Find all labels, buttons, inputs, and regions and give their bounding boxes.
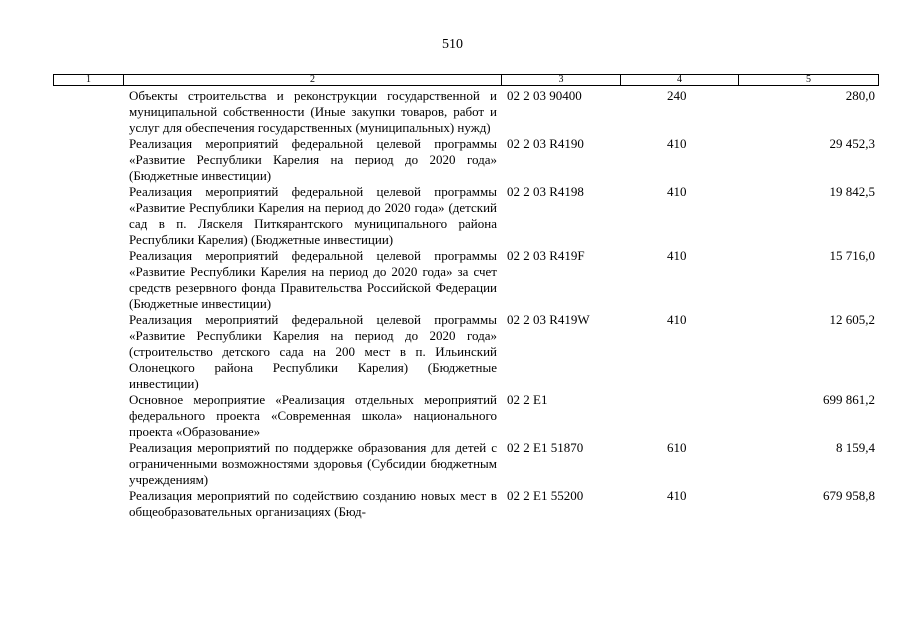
row-description: Реализация мероприятий федеральной целевой программы «Развитие Республики Карелия на период до 2020 года» (строительство детского сада на 200 мест в п. Ильинский Олонецкого района Республики Карелия) (Бюджетные инвестиции) [129,312,497,391]
row-amount: 679 958,8 [823,488,875,503]
row-amount: 699 861,2 [823,392,875,407]
row-amount: 19 842,5 [829,184,875,199]
row-code: 02 2 03 R4198 [507,184,584,199]
row-code: 02 2 03 R419W [507,312,590,327]
column-header-4: 4 [677,74,682,85]
row-code: 02 2 03 R419F [507,248,585,263]
row-amount: 15 716,0 [829,248,875,263]
row-expense-type: 240 [667,88,687,103]
table-row [0,248,905,312]
row-expense-type: 410 [667,488,687,503]
table-body [0,88,905,520]
column-header-1: 1 [86,74,91,85]
row-expense-type: 610 [667,440,687,455]
row-code: 02 2 E1 55200 [507,488,584,503]
row-code: 02 2 03 90400 [507,88,582,103]
row-expense-type: 410 [667,136,687,151]
row-description: Объекты строительства и реконструкции государственной и муниципальной собственности (Иные закупки товаров, работ и услуг для обеспечения государственных (муниципальных) нужд) [129,88,497,135]
row-code: 02 2 E1 51870 [507,440,584,455]
table-row [0,392,905,440]
table-row [0,184,905,248]
table-row [0,312,905,392]
column-header-5: 5 [806,74,811,85]
table-row [0,488,905,520]
row-description: Реализация мероприятий федеральной целевой программы «Развитие Республики Карелия на период до 2020 года» (детский сад в п. Ляскеля Питкярантского муниципального района Республики Карелия) (Бюджетные инвестиции) [129,184,497,247]
row-description: Основное мероприятие «Реализация отдельных мероприятий федерального проекта «Современная школа» национального проекта «Образование» [129,392,497,439]
column-header-3: 3 [558,74,564,85]
row-code: 02 2 E1 [507,392,548,407]
table-row [0,88,905,136]
row-amount: 12 605,2 [829,312,875,327]
row-expense-type: 410 [667,184,687,199]
row-amount: 29 452,3 [829,136,875,151]
row-description: Реализация мероприятий федеральной целевой программы «Развитие Республики Карелия на период до 2020 года» за счет средств резервного фонда Правительства Российской Федерации (Бюджетные инвестиции) [129,248,497,311]
row-expense-type: 410 [667,248,687,263]
row-code: 02 2 03 R4190 [507,136,584,151]
row-description: Реализация мероприятий по поддержке образования для детей с ограниченными возможностями здоровья (Субсидии бюджетным учреждениям) [129,440,497,487]
table-header [53,74,879,86]
table-row [0,440,905,488]
row-description: Реализация мероприятий федеральной целевой программы «Развитие Республики Карелия на период до 2020 года» (Бюджетные инвестиции) [129,136,497,183]
row-description: Реализация мероприятий по содействию созданию новых мест в общеобразовательных организациях (Бюд- [129,488,497,519]
row-amount: 280,0 [845,88,875,103]
row-amount: 8 159,4 [836,440,875,455]
page-number: 510 [442,37,463,52]
row-expense-type: 410 [667,312,687,327]
column-header-2: 2 [310,74,315,85]
table-row [0,136,905,184]
